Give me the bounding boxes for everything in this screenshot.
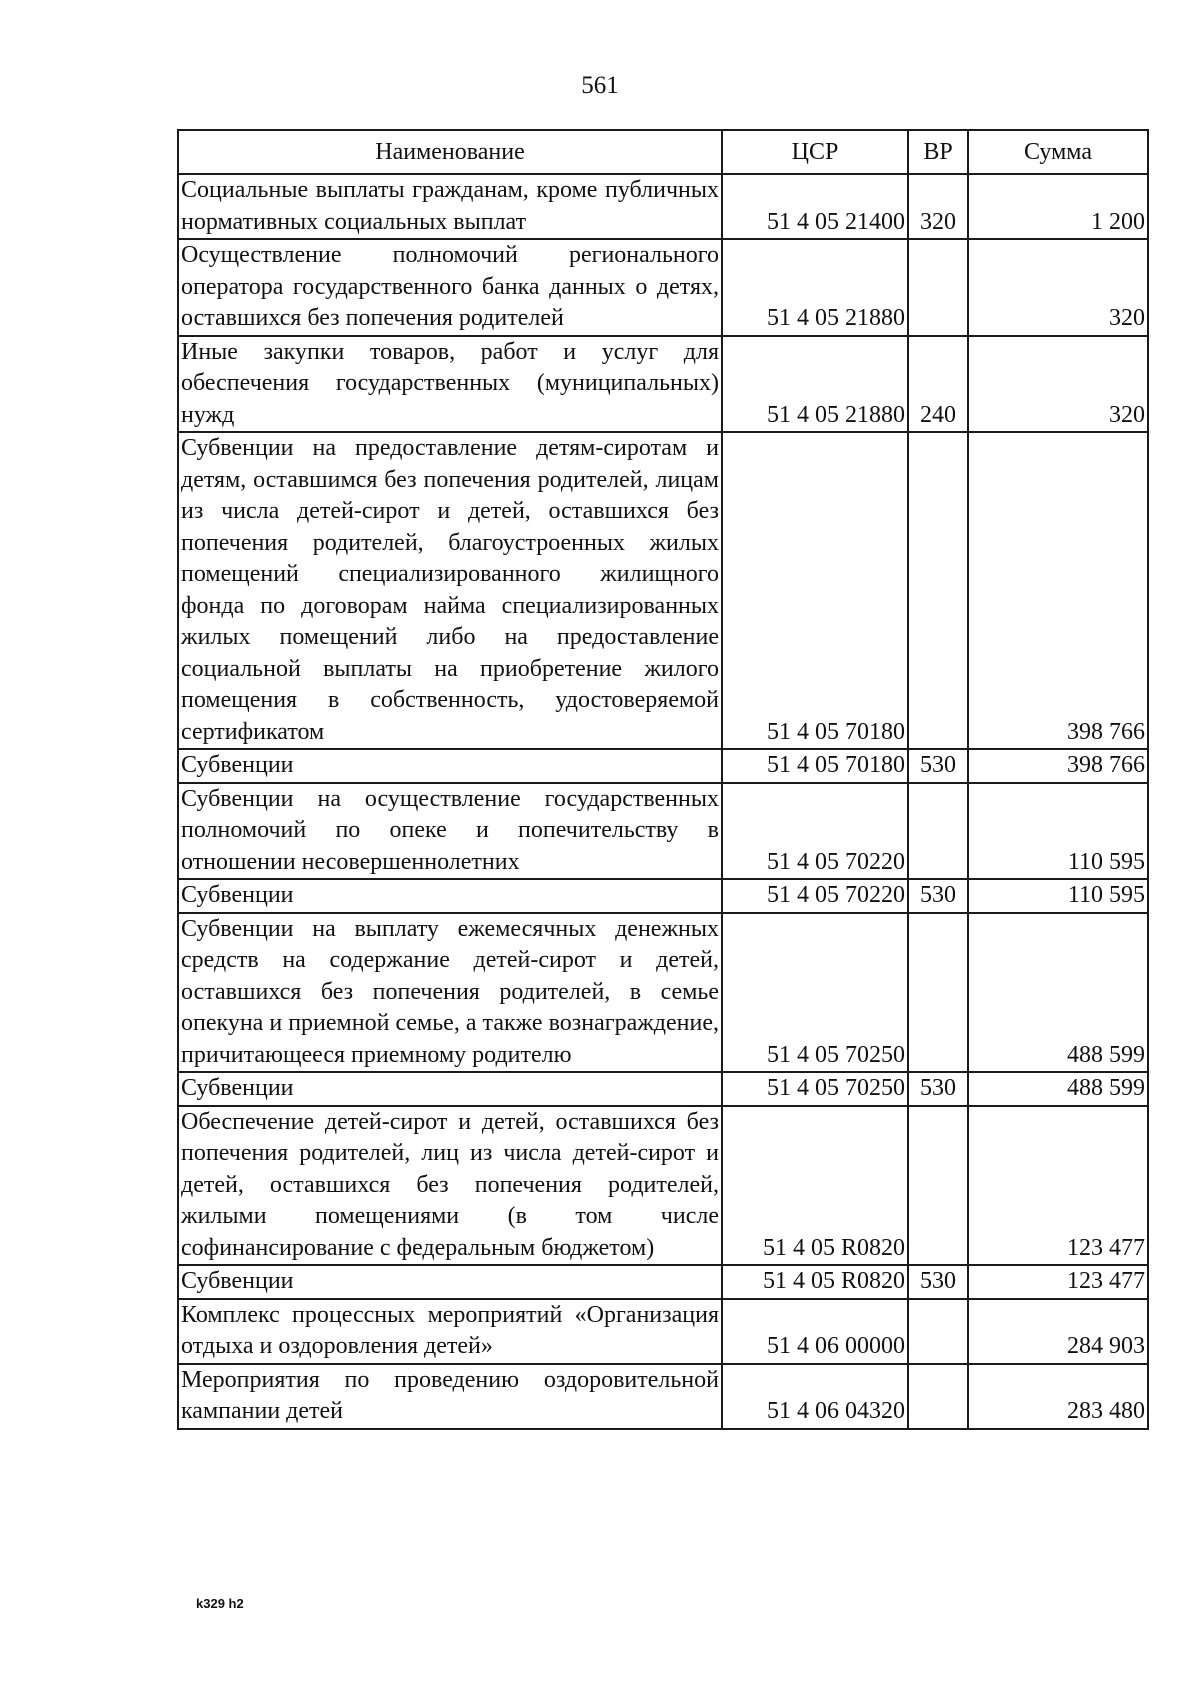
row-name-cell: Субвенции на выплату ежемесячных денежных средств на содержание детей-сирот и детей, оставшихся без попечения родителей, в семье опекуна и приемной семье, а также вознаграждение, причитающееся приемному родителю bbox=[178, 913, 722, 1073]
row-sum-cell: 110 595 bbox=[968, 783, 1148, 880]
table-row bbox=[178, 879, 1148, 913]
row-vr-cell: 530 bbox=[908, 749, 968, 783]
row-vr-cell bbox=[908, 913, 968, 1073]
table-row bbox=[178, 1072, 1148, 1106]
row-sum-cell: 488 599 bbox=[968, 1072, 1148, 1106]
row-sum-cell: 320 bbox=[968, 336, 1148, 433]
header-name: Наименование bbox=[178, 130, 722, 174]
row-name-cell: Субвенции bbox=[178, 1072, 722, 1106]
header-csr: ЦСР bbox=[722, 130, 908, 174]
table-row bbox=[178, 1364, 1148, 1429]
row-csr-cell: 51 4 05 70250 bbox=[722, 913, 908, 1073]
row-sum-cell: 284 903 bbox=[968, 1299, 1148, 1364]
header-vr: ВР bbox=[908, 130, 968, 174]
row-name-cell: Комплекс процессных мероприятий «Организация отдыха и оздоровления детей» bbox=[178, 1299, 722, 1364]
row-vr-cell: 530 bbox=[908, 879, 968, 913]
table-row bbox=[178, 239, 1148, 336]
table-row bbox=[178, 1106, 1148, 1266]
row-sum-cell: 110 595 bbox=[968, 879, 1148, 913]
row-name-cell: Субвенции на осуществление государственных полномочий по опеке и попечительству в отношении несовершеннолетних bbox=[178, 783, 722, 880]
row-sum-cell: 398 766 bbox=[968, 432, 1148, 749]
row-csr-cell: 51 4 05 70220 bbox=[722, 879, 908, 913]
table-header bbox=[178, 130, 1148, 174]
row-name-cell: Субвенции bbox=[178, 749, 722, 783]
row-name-cell: Субвенции на предоставление детям-сиротам и детям, оставшимся без попечения родителей, лицам из числа детей-сирот и детей, оставшихся без попечения родителей, благоустроенных жилых помещений специализированного жилищного фонда по договорам найма специализированных жилых помещений либо на предоставление социальной выплаты на приобретение жилого помещения в собственность, удостоверяемой сертификатом bbox=[178, 432, 722, 749]
row-csr-cell: 51 4 05 R0820 bbox=[722, 1106, 908, 1266]
row-csr-cell: 51 4 05 70180 bbox=[722, 432, 908, 749]
row-csr-cell: 51 4 06 00000 bbox=[722, 1299, 908, 1364]
row-sum-cell: 488 599 bbox=[968, 913, 1148, 1073]
header-row bbox=[178, 130, 1148, 174]
row-name-cell: Осуществление полномочий регионального оператора государственного банка данных о детях, оставшихся без попечения родителей bbox=[178, 239, 722, 336]
row-vr-cell: 530 bbox=[908, 1072, 968, 1106]
row-name-cell: Обеспечение детей-сирот и детей, оставшихся без попечения родителей, лиц из числа детей-сирот и детей, оставшихся без попечения родителей, жилыми помещениями (в том числе софинансирование с федеральным бюджетом) bbox=[178, 1106, 722, 1266]
table-row bbox=[178, 749, 1148, 783]
table-row bbox=[178, 336, 1148, 433]
table-row bbox=[178, 913, 1148, 1073]
row-sum-cell: 283 480 bbox=[968, 1364, 1148, 1429]
row-sum-cell: 123 477 bbox=[968, 1106, 1148, 1266]
row-vr-cell bbox=[908, 1106, 968, 1266]
row-csr-cell: 51 4 06 04320 bbox=[722, 1364, 908, 1429]
row-vr-cell bbox=[908, 432, 968, 749]
row-name-cell: Мероприятия по проведению оздоровительной кампании детей bbox=[178, 1364, 722, 1429]
row-csr-cell: 51 4 05 R0820 bbox=[722, 1265, 908, 1299]
row-vr-cell bbox=[908, 1299, 968, 1364]
row-name-cell: Субвенции bbox=[178, 879, 722, 913]
row-csr-cell: 51 4 05 70180 bbox=[722, 749, 908, 783]
row-name-cell: Субвенции bbox=[178, 1265, 722, 1299]
row-csr-cell: 51 4 05 21880 bbox=[722, 336, 908, 433]
row-name-cell: Иные закупки товаров, работ и услуг для обеспечения государственных (муниципальных) нужд bbox=[178, 336, 722, 433]
row-sum-cell: 1 200 bbox=[968, 174, 1148, 239]
table-row bbox=[178, 1265, 1148, 1299]
footer-code: k329 h2 bbox=[196, 1596, 244, 1611]
row-csr-cell: 51 4 05 70250 bbox=[722, 1072, 908, 1106]
row-vr-cell: 320 bbox=[908, 174, 968, 239]
table-row bbox=[178, 174, 1148, 239]
row-name-cell: Социальные выплаты гражданам, кроме публичных нормативных социальных выплат bbox=[178, 174, 722, 239]
row-vr-cell bbox=[908, 239, 968, 336]
row-csr-cell: 51 4 05 21880 bbox=[722, 239, 908, 336]
table-row bbox=[178, 432, 1148, 749]
row-sum-cell: 320 bbox=[968, 239, 1148, 336]
row-vr-cell bbox=[908, 783, 968, 880]
row-sum-cell: 123 477 bbox=[968, 1265, 1148, 1299]
row-vr-cell: 530 bbox=[908, 1265, 968, 1299]
table-row bbox=[178, 783, 1148, 880]
row-vr-cell bbox=[908, 1364, 968, 1429]
row-csr-cell: 51 4 05 21400 bbox=[722, 174, 908, 239]
table-body bbox=[178, 174, 1148, 1429]
row-vr-cell: 240 bbox=[908, 336, 968, 433]
budget-table bbox=[177, 129, 1149, 1430]
page-number: 561 bbox=[581, 72, 619, 99]
row-sum-cell: 398 766 bbox=[968, 749, 1148, 783]
row-csr-cell: 51 4 05 70220 bbox=[722, 783, 908, 880]
header-sum: Сумма bbox=[968, 130, 1148, 174]
table-row bbox=[178, 1299, 1148, 1364]
